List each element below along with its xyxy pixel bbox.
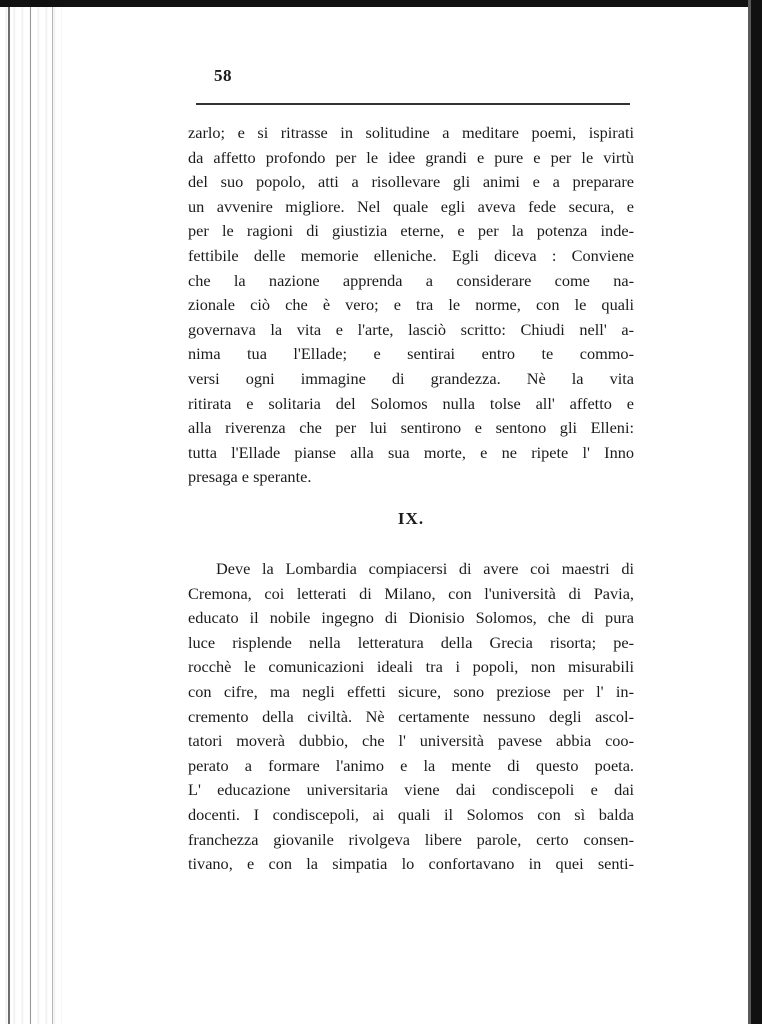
text-line: del suo popolo, atti a risollevare gli animi e a preparare [188,172,634,192]
binding-line [30,0,31,1024]
top-page-edge [0,0,762,7]
paragraph-1 [188,121,634,490]
right-page-edge [751,0,762,1024]
text-line: da affetto profondo per le idee grandi e pure e per le virtù [188,147,634,167]
text-line: tivano, e con la simpatia lo confortavano in quei senti- [188,854,634,874]
text-line: con cifre, ma negli effetti sicure, sono preziose per l' in- [188,681,634,701]
text-line: alla riverenza che per lui sentirono e sentono gli Elleni: [188,418,634,438]
page-number: 58 [214,66,232,85]
text-line: Cremona, coi letterati di Milano, con l'università di Pavia, [188,583,634,603]
text-line: franchezza giovanile rivolgeva libere parole, certo consen- [188,829,634,849]
text-line: zionale ciò che è vero; e tra le norme, con le quali [188,295,634,315]
text-line: perato a formare l'animo e la mente di questo poeta. [188,755,634,775]
text-line: per le ragioni di giustizia eterne, e per la potenza inde- [188,221,634,241]
text-line: presaga e sperante. [188,467,312,487]
text-line: fettibile delle memorie elleniche. Egli diceva : Conviene [188,245,634,265]
text-line: Deve la Lombardia compiacersi di avere coi maestri di [216,559,634,578]
text-line: tatori moverà dubbio, che l' università pavese abbia coo- [188,731,634,751]
text-line: versi ogni immagine di grandezza. Nè la vita [188,368,634,388]
text-line: educato il nobile ingegno di Dionisio Solomos, che di pura [188,608,634,628]
text-line: cremento della civiltà. Nè certamente nessuno degli ascol- [188,706,634,726]
text-line: un avvenire migliore. Nel quale egli aveva fede secura, e [188,196,634,216]
text-line: docenti. I condiscepoli, ai quali il Solomos con sì balda [188,804,634,824]
binding-line [52,0,53,1024]
binding-line [8,0,10,1024]
section-heading: IX. [397,509,425,528]
text-line: governava la vita e l'arte, lasciò scritto: Chiudi nell' a- [188,319,634,339]
text-line: ritirata e solitaria del Solomos nulla tolse all' affetto e [188,393,634,413]
text-line: luce risplende nella letteratura della Grecia risorta; pe- [188,632,634,652]
text-line: che la nazione apprenda a considerare come na- [188,270,634,290]
text-line: nima tua l'Ellade; e sentirai entro te commo- [188,344,634,364]
text-line: tutta l'Ellade pianse alla sua morte, e ne ripete l' Inno [188,442,634,462]
text-line: rocchè le comunicazioni ideali tra i popoli, non misurabili [188,657,634,677]
text-line: zarlo; e si ritrasse in solitudine a meditare poemi, ispirati [188,123,634,142]
right-page-edge-shadow [748,0,751,1024]
text-line: L' educazione universitaria viene dai condiscepoli e dai [188,780,634,800]
header-rule [196,103,630,105]
paragraph-2 [188,557,634,877]
